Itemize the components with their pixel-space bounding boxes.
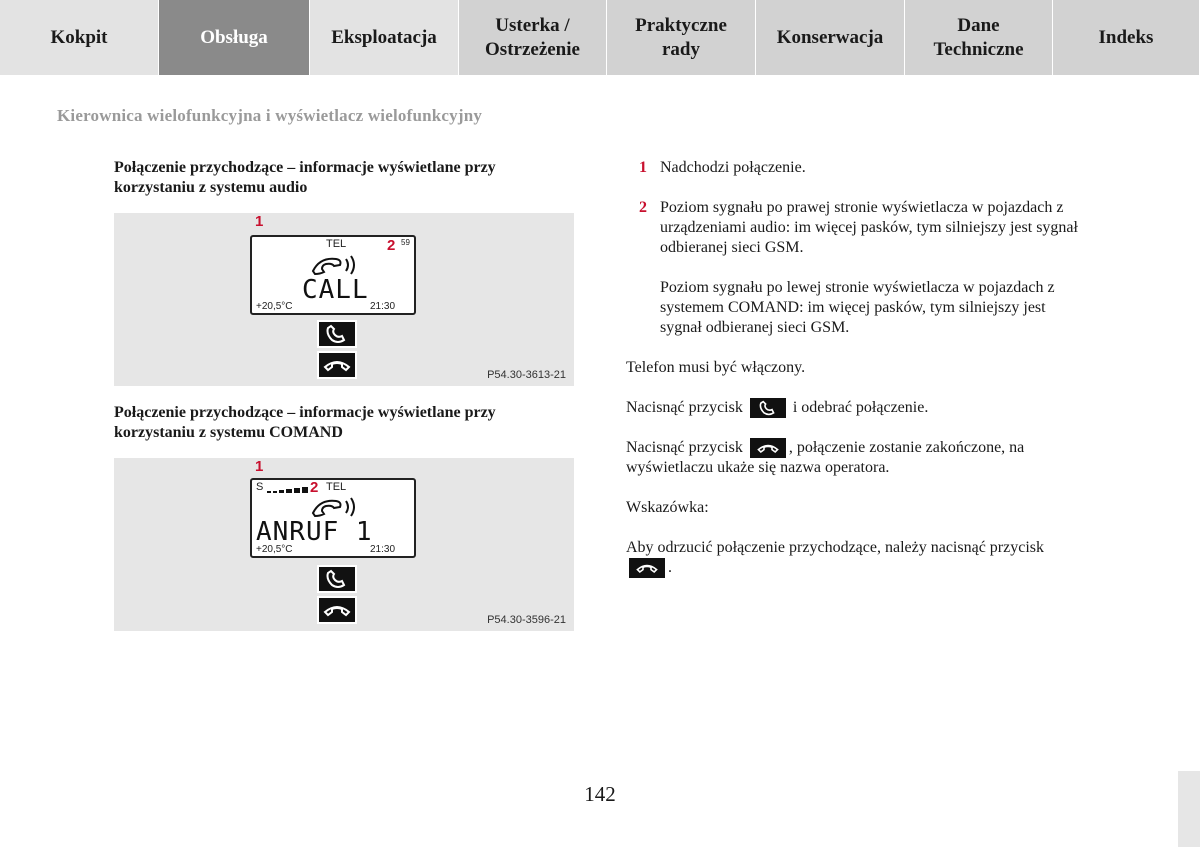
section-title: Kierownica wielofunkcyjna i wyświetlacz wielofunkcyjny [57,106,483,125]
phone-hangup-icon [322,355,352,375]
end-call-button [317,351,357,379]
lcd-signal-marker: 2 [387,237,396,254]
answer-call-button [317,565,357,593]
phone-answer-icon [755,400,781,416]
lcd-tel-label: TEL [326,238,347,250]
lcd-tel-label: TEL [326,481,347,493]
phone-hangup-icon [322,600,352,620]
lcd-anruf-text: ANRUF 1 [256,517,373,547]
tab-konserwacja[interactable]: Konserwacja [756,0,905,75]
tab-usterka-ostrzezenie[interactable]: Usterka / Ostrzeżenie [459,0,607,75]
figure-1-heading: Połączenie przychodzące – informacje wyświetlane przy korzystaniu z systemu audio [114,159,496,196]
end-call-instruction [626,438,1088,478]
item-2-continuation: Poziom sygnału po lewej stronie wyświetlacza w pojazdach z systemem COMAND: im więcej pasków, tym silniejszy jest sygnał odbieranej sieci GSM. [660,279,1055,336]
figure-2-heading: Połączenie przychodzące – informacje wyświetlane przy korzystaniu z systemu COMAND [114,404,496,441]
top-navigation-tabs [0,0,1200,75]
lcd-clock: 21:30 [370,544,396,555]
answer-instruction [626,398,1088,418]
end-button-glyph [750,438,786,458]
figure-1-lcd-screen [250,235,416,315]
answer-button-glyph [750,398,786,418]
lcd-call-text: CALL [302,275,369,305]
phone-answer-icon [324,324,350,344]
numbered-item-1 [626,158,1088,178]
figure-2-comand-display [114,458,574,631]
lcd-signal-prefix: S [256,481,264,493]
reject-instruction [626,538,1088,578]
tab-dane-techniczne[interactable]: Dane Techniczne [905,0,1053,75]
lcd-clock: 21:30 [370,301,396,312]
figure-1-code: P54.30-3613-21 [487,369,566,381]
figure-2-lcd-screen [250,478,416,558]
answer-call-button [317,320,357,348]
lcd-signal-value: 59 [401,238,410,247]
tab-kokpit[interactable]: Kokpit [0,0,159,75]
tab-eksploatacja[interactable]: Eksploatacja [310,0,459,75]
figure-1-callout: 1 [255,213,264,230]
numbered-item-2 [626,198,1088,258]
end-text-pre: Nacisnąć przycisk [626,439,743,456]
handset-ringing-icon [310,253,362,277]
item-text: Nadchodzi połączenie. [660,159,806,176]
reject-text-pre: Aby odrzucić połączenie przychodzące, należy nacisnąć przycisk [626,539,1044,556]
figure-1-audio-display [114,213,574,386]
lcd-temperature: +20,5°C [256,544,293,555]
answer-text-pre: Nacisnąć przycisk [626,399,743,416]
reject-button-glyph [629,558,665,578]
answer-text-post: i odebrać połączenie. [792,399,929,416]
instructions-column [626,158,1088,598]
end-call-button [317,596,357,624]
tab-obsluga[interactable]: Obsługa [159,0,310,75]
page-edge-tab [1178,771,1200,847]
phone-hangup-icon [754,440,782,456]
hint-label: Wskazówka: [626,499,709,516]
page-number: 142 [584,782,616,806]
signal-strength-icon [267,485,309,495]
tab-indeks[interactable]: Indeks [1053,0,1200,75]
phone-hangup-icon [633,560,661,576]
tab-praktyczne-rady[interactable]: Praktyczne rady [607,0,756,75]
item-text: Poziom sygnału po prawej stronie wyświetlacza w pojazdach z urządzeniami audio: im więcej pasków, tym silniejszy jest sygnał odbieranej sieci GSM. [660,199,1078,256]
handset-ringing-icon [310,495,362,519]
end-text-post: , połączenie zostanie zakończone, na wyświetlaczu ukaże się nazwa operatora. [626,439,1025,476]
item-number: 2 [639,199,647,216]
phone-on-note: Telefon musi być włączony. [626,359,806,376]
figure-2-code: P54.30-3596-21 [487,614,566,626]
lcd-temperature: +20,5°C [256,301,293,312]
reject-text-post: . [668,559,672,576]
item-number: 1 [639,159,647,176]
figure-2-callout: 1 [255,458,264,475]
phone-answer-icon [324,569,350,589]
lcd-signal-marker: 2 [310,479,319,496]
